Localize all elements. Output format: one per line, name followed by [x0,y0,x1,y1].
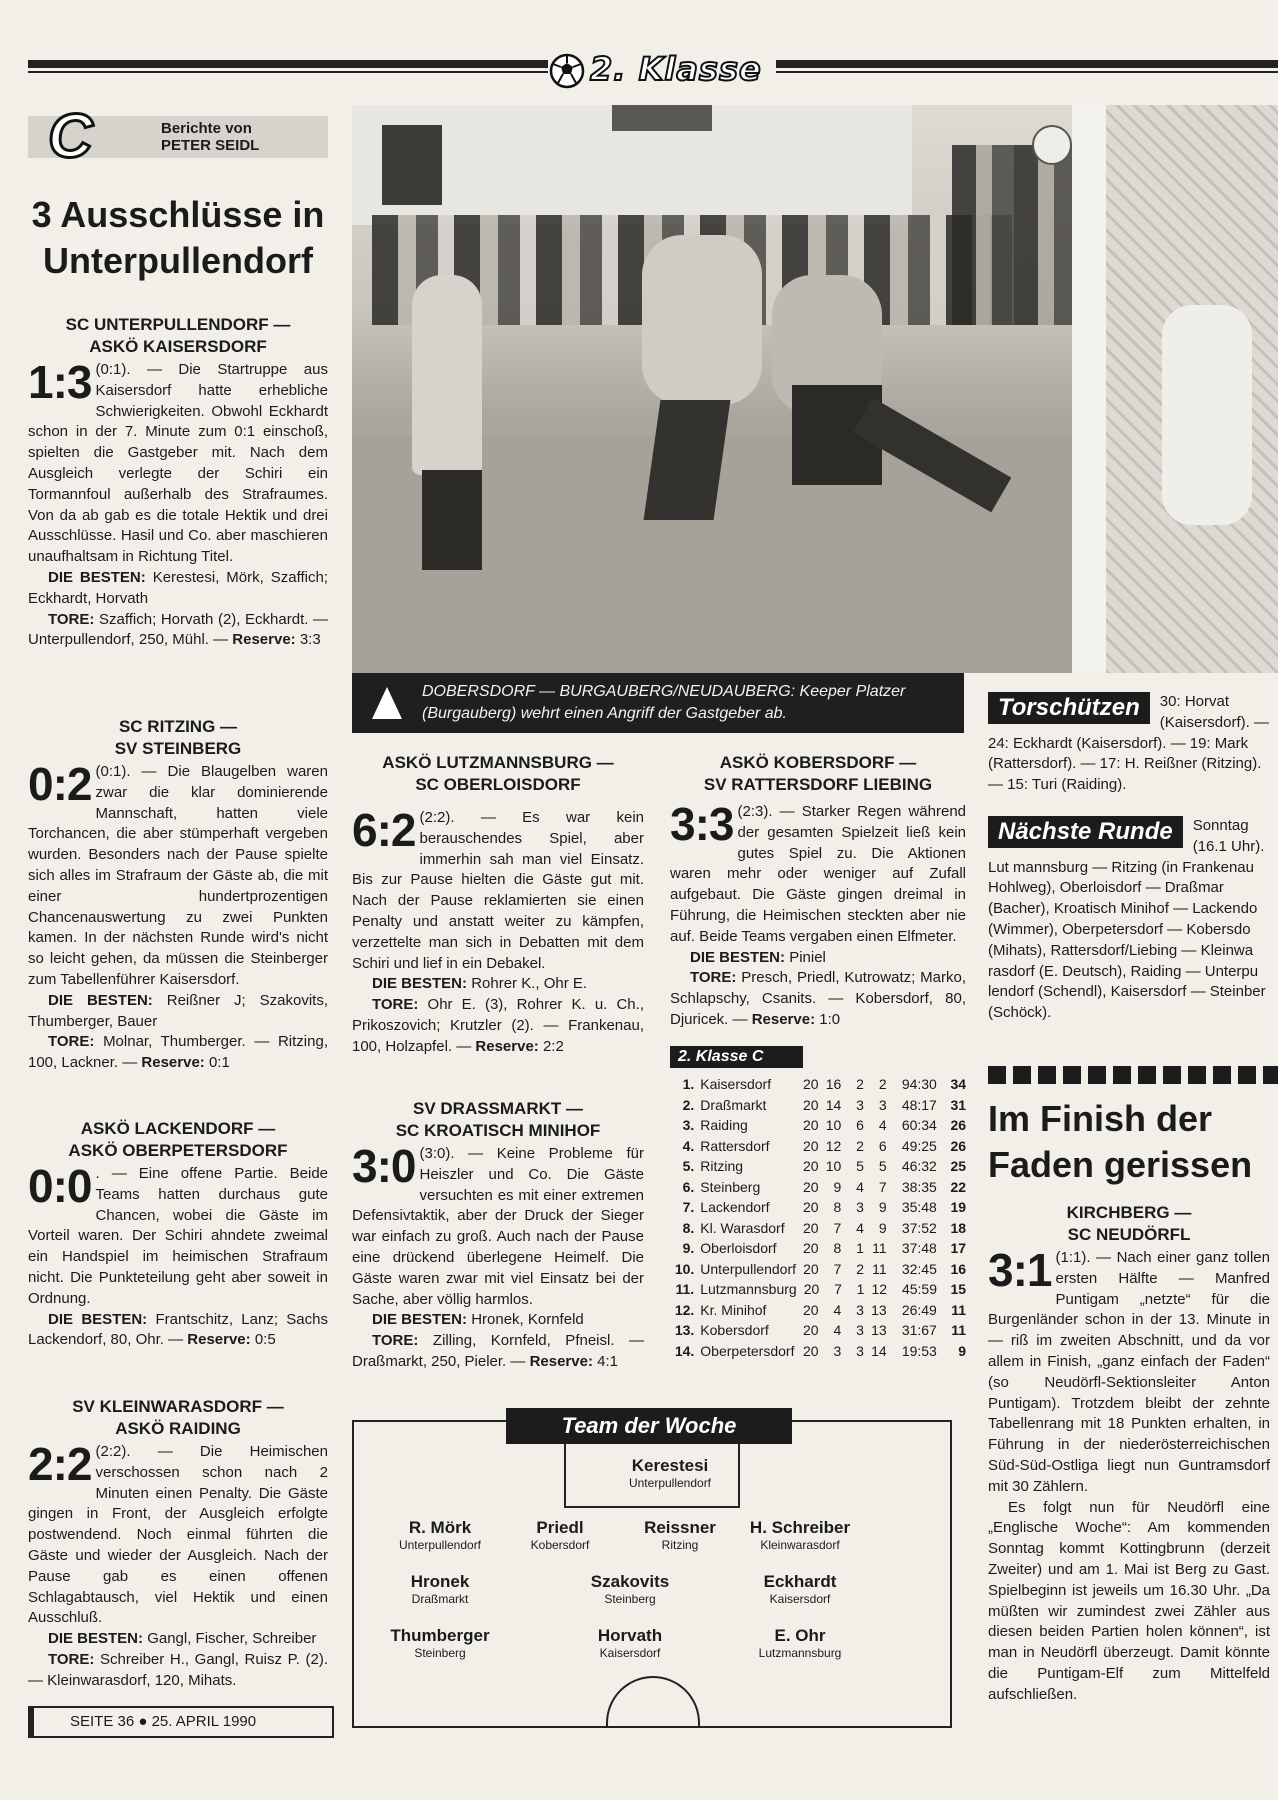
table-cell: 3 [833,1342,842,1359]
table-cell: Oberloisdorf [700,1240,777,1256]
table-cell: 9 [878,1219,887,1236]
table-cell: 46:32 [901,1158,937,1174]
table-cell: 13 [871,1322,887,1338]
table-cell: 22 [950,1178,967,1195]
table-row [670,1177,966,1198]
table-cell: Lackendorf [700,1199,770,1215]
scorers-text: 30: Horvat (Kaisersdorf). — 24: Eckhardt (Kaisersdorf). — 19: Mark (Rattersdorf). — 17: H. Reißner (Ritzing). — 15: Turi (Raiding). [988,693,1269,794]
table-cell: 7 [833,1219,842,1236]
table-cell: 10 [825,1158,842,1174]
table-cell: Unterpullendorf [700,1260,797,1277]
match-teams: ASKÖ LACKENDORF — ASKÖ OBERPETERSDORF [68,1119,288,1160]
table-cell: 7 [878,1178,887,1195]
match-teams: SV DRASSMARKT — SC KROATISCH MINIHOF [395,1099,601,1140]
table-body [670,1074,966,1361]
table-cell: 19:53 [901,1342,937,1359]
match-report-7: ASKÖ KOBERSDORF — SV RATTERSDORF LIEBING 3:3 (2:3). — Starker Regen während der gesamten Spielzeit ließ kein gutes Spiel zu. Die Aktionen waren mehr oder weniger auf Zufall aufgebaut. Die Gäste gingen dreimal in Führung, die Heimischen steckten aber nie auf. Beide Teams vergaben einen Elfmeter. DIE BESTEN: Piniel TORE: Presch, Priedl, Kutrowatz; Marko, Schlapschy, Csanits. — Kobersdorf, 80, Djuricek. — Reserve: 1:0 [670,753,967,1028]
table-cell: 13. [674,1322,695,1338]
match-score: 0:0 [28,1160,92,1212]
table-cell: 60:34 [901,1117,937,1133]
table-row [670,1259,966,1280]
table-cell: 26 [950,1117,967,1133]
table-cell: 31 [950,1096,967,1113]
table-cell: 6 [878,1137,887,1154]
match-teams: SC RITZING — SV STEINBERG [114,717,242,758]
table-cell: 17 [950,1240,967,1256]
match-report-5: ASKÖ LUTZMANNSBURG — SC OBERLOISDORF 6:2 (2:2). — Es war kein berauschendes Spiel, aber immerhin sah man viel Einsatz. Bis zur Pause hielten die Gäste gut mit. Nach der Pause reklamierten sie einen Penalty und anstatt weiter zu kämpfen, verzettelte man sich in Debatten mit dem Schiri und lief in ein Debakel. DIE BESTEN: Rohrer K., Ohr E. TORE: Ohr E. (3), Rohrer K. u. Ch., Prikoszovich; Krutzler (2). — Frankenau, 100, Holzapfel. — Reserve: 2:2 [352,753,644,1055]
table-cell: 20 [803,1342,819,1359]
scorers-box [988,692,1278,796]
table-cell: 11 [872,1260,887,1277]
table-cell: 9. [682,1240,695,1256]
table-cell: 20 [803,1260,819,1277]
player-name: Szakovits [590,1572,670,1591]
table-cell: 5. [682,1158,695,1174]
table-cell: 32:45 [901,1260,937,1277]
table-row [670,1218,966,1239]
table-cell: 2 [856,1260,865,1277]
table-cell: 20 [803,1301,819,1318]
table-row [670,1136,966,1157]
table-cell: 1 [856,1281,865,1297]
table-cell: 35:48 [901,1199,937,1215]
table-title: 2. Klasse C [670,1046,803,1068]
separator-blocks [988,1066,1278,1084]
next-round-text: Sonntag (16.1 Uhr). Lut mannsburg — Ritzing (in Frankenau Hohlweg), Oberloisdorf — Draßmar (Bacher), Kroatisch Minihof — Lackendo (Wimmer), Oberpetersdorf — Kobersdo (Mihats), Rattersdorf/Liebing — Kleinwa rasdorf (E. Deutsch), Raiding — Unterpu lendorf (Schendl), Kaisersdorf — Steinber (Schöck). [988,817,1266,1022]
table-cell: Steinberg [700,1178,761,1195]
author-line2: PETER SEIDL [161,137,260,154]
team-player [360,1572,520,1606]
player-club: Kleinwarasdorf [760,1538,840,1552]
table-cell: 9 [958,1342,967,1359]
table-cell: 11 [872,1240,887,1256]
table-cell: Kaisersdorf [700,1076,772,1092]
table-cell: 14 [871,1342,887,1359]
section-header [28,52,1278,92]
table-cell: 10. [674,1260,695,1277]
player-name: R. Mörk [408,1518,472,1537]
table-cell: 37:48 [901,1240,937,1256]
player-club: Kaisersdorf [769,1592,831,1606]
headline-line1: 3 Ausschlüsse in [31,194,325,235]
table-cell: 4 [856,1219,864,1236]
table-cell: 14. [674,1342,695,1359]
table-cell: 4 [833,1322,842,1338]
table-cell: Ritzing [700,1158,744,1174]
table-cell: 25 [950,1158,967,1174]
league-table [670,1046,966,1361]
table-cell: 8. [682,1219,695,1236]
match-teams: SV KLEINWARASDORF — ASKÖ RAIDING [72,1397,284,1438]
match-teams: ASKÖ LUTZMANNSBURG — SC OBERLOISDORF [382,753,614,794]
table-cell: 7. [682,1199,695,1215]
table-cell: 20 [803,1178,819,1195]
player-name: Priedl [536,1518,584,1537]
table-cell: 9 [878,1199,887,1215]
table-cell: 3 [856,1342,864,1359]
table-cell: 9 [833,1178,842,1195]
table-cell: Kl. Warasdorf [700,1219,785,1236]
table-cell: 7 [834,1281,842,1297]
table-cell: 16 [950,1260,967,1277]
table-cell: 20 [803,1322,819,1338]
table-cell: 20 [803,1281,820,1297]
next-round-box [988,816,1278,1024]
team-player [720,1518,880,1552]
scorers-title: Torschützen [988,692,1150,724]
match-photo [352,105,1278,673]
table-cell: Kr. Minihof [700,1301,767,1318]
team-player [720,1572,880,1606]
table-cell: 20 [803,1199,819,1215]
player-club: Draßmarkt [411,1592,469,1606]
table-cell: 3 [856,1322,864,1338]
table-cell: 94:30 [901,1076,937,1092]
article-title: Im Finish der Faden gerissen [988,1098,1253,1185]
page-footer: SEITE 36 ● 25. APRIL 1990 [28,1706,334,1738]
table-cell: 38:35 [901,1178,937,1195]
player-club: Steinberg [604,1592,656,1606]
section-title: 2. Klasse [590,50,762,88]
table-cell: 12 [825,1137,842,1154]
table-cell: 3. [682,1117,695,1133]
table-cell: 16 [825,1076,842,1092]
match-score: 2:2 [28,1438,92,1490]
table-cell: 13 [871,1301,887,1318]
table-cell: 14 [825,1096,842,1113]
table-cell: 49:25 [901,1137,937,1154]
player-club: Ritzing [661,1538,699,1552]
table-cell: 3 [856,1199,864,1215]
match-score: 0:2 [28,758,92,810]
table-cell: 26 [950,1137,967,1154]
table-cell: 19 [950,1199,967,1215]
table-row [670,1320,966,1341]
table-cell: 3 [856,1096,864,1113]
table-cell: Rattersdorf [700,1137,770,1154]
photo-caption-box [352,673,964,733]
headline-line2: Unterpullendorf [43,240,313,281]
table-cell: Kobersdorf [700,1322,769,1338]
table-cell: 5 [878,1158,887,1174]
player-club: Unterpullendorf [398,1538,482,1552]
table-cell: 37:52 [901,1219,937,1236]
headline-main [28,192,328,284]
table-row [670,1238,966,1259]
table-cell: 12. [674,1301,695,1318]
player-name: Eckhardt [763,1572,837,1591]
table-cell: 20 [803,1219,819,1236]
table-cell: 18 [950,1219,967,1236]
table-row [670,1156,966,1177]
table-cell: 7 [833,1260,842,1277]
table-cell: 1. [682,1076,695,1092]
table-row [670,1341,966,1362]
table-cell: Lutzmannsburg [700,1281,797,1297]
player-name: Thumberger [390,1626,490,1645]
team-of-week-title: Team der Woche [506,1408,792,1444]
player-club: Kaisersdorf [599,1646,661,1660]
match-score: 1:3 [28,356,92,408]
player-name: Reissner [644,1518,716,1537]
table-cell: 8 [833,1199,842,1215]
author-letter: C [48,102,93,171]
table-cell: 8 [833,1240,842,1256]
match-teams: ASKÖ KOBERSDORF — SV RATTERSDORF LIEBING [703,753,933,794]
match-teams: SC UNTERPULLENDORF — ASKÖ KAISERSDORF [65,315,291,356]
photo-caption-text: DOBERSDORF — BURGAUBERG/NEUDAUBERG: Keeper Platzer (Burgauberg) wehrt einen Angriff der Gastgeber ab. [422,683,906,722]
table-cell: 20 [803,1096,819,1113]
table-cell: 2. [682,1096,695,1113]
table-row [670,1074,966,1095]
table-cell: 45:59 [901,1281,937,1297]
table-cell: 6 [856,1117,864,1133]
table-cell: 4 [856,1178,864,1195]
table-cell: Draßmarkt [700,1096,767,1113]
table-cell: 6. [682,1178,695,1195]
author-box [28,102,328,171]
table-cell: 48:17 [901,1096,937,1113]
player-club: Kobersdorf [530,1538,590,1552]
table-cell: 31:67 [901,1322,937,1338]
team-player [590,1456,750,1490]
match-score: 3:3 [670,798,734,850]
match-report-6: SV DRASSMARKT — SC KROATISCH MINIHOF 3:0 (3:0). — Keine Probleme für Heiszler und Co. Die Gäste versuchten es mit einer extremen Defensivtaktik, aber der Druck der Sieger war einfach zu groß. Auch nach der Pause eine drückend überlegene Heimelf. Die Gäste waren zwar mit viel Einsatz bei der Sache, aber völlig harmlos. DIE BESTEN: Hronek, Kornfeld TORE: Zilling, Kornfeld, Pfneisl. — Draßmarkt, 250, Pieler. — Reserve: 4:1 [352,1099,645,1370]
table-row [670,1300,966,1321]
table-cell: 11 [951,1322,967,1338]
table-cell: 20 [803,1240,819,1256]
table-cell: 20 [803,1117,819,1133]
table-cell: 4 [833,1301,842,1318]
table-row [670,1095,966,1116]
table-cell: 2 [878,1076,887,1092]
player-name: Hronek [410,1572,470,1591]
player-club: Lutzmannsburg [758,1646,842,1660]
table-row [670,1115,966,1136]
table-cell: 2 [856,1076,864,1092]
player-name: E. Ohr [774,1626,826,1645]
table-cell: 10 [825,1117,842,1133]
table-cell: 20 [803,1158,819,1174]
football-icon [548,52,586,90]
table-cell: 20 [803,1137,819,1154]
player-name: H. Schreiber [749,1518,851,1537]
match-report-4: SV KLEINWARASDORF — ASKÖ RAIDING 2:2 (2:2). — Die Heimischen verschossen schon nach 2 Minuten einen Penalty. Die Gäste gingen in Front, der Ausgleich erfolgte postwendend. Noch einmal führten die Gäste und wieder der Ausgleich. Nach der Pause gab es einen offenen Schlagabtausch, viel Hektik und einen Ausschluß. DIE BESTEN: Gangl, Fischer, Schreiber TORE: Schreiber H., Gangl, Ruisz P. (2). — Kleinwarasdorf, 120, Mihats. [28,1397,328,1689]
team-of-week [352,1413,952,1728]
table-cell: 15 [950,1281,967,1297]
table-cell: 4. [682,1137,695,1154]
team-player [360,1626,520,1660]
table-cell: 11. [675,1281,695,1297]
table-cell: 3 [856,1301,864,1318]
table-cell: Oberpetersdorf [700,1342,795,1359]
match-report-3: ASKÖ LACKENDORF — ASKÖ OBERPETERSDORF 0:0 . — Eine offene Partie. Beide Teams hatten durchaus gute Chancen, wobei die Gäste im Vorteil waren. Der Schiri ahndete zweimal ein Handspiel im heimischen Strafraum nicht. Die Punkteteilung geht aber soweit in Ordnung. DIE BESTEN: Frantschitz, Lanz; Sachs Lackendorf, 80, Ohr. — Reserve: 0:5 [28,1119,329,1349]
table-cell: 1 [856,1240,864,1256]
table-cell: 20 [803,1076,819,1092]
next-round-title: Nächste Runde [988,816,1183,848]
table-row [670,1197,966,1218]
table-cell: 34 [950,1076,967,1092]
table-row [670,1279,966,1300]
table-cell: 4 [878,1117,887,1133]
match-score: 6:2 [352,804,416,856]
table-cell: 26:49 [901,1301,937,1318]
table-cell: 3 [878,1096,887,1113]
match-report-2: SC RITZING — SV STEINBERG 0:2 (0:1). — Die Blaugelben waren zwar die klar dominierende Mannschaft, hatten viele Torchancen, die aber stümperhaft vergeben wurden. Besonders nach der Pause spielte sich alles im Strafraum der Gäste ab, die mit einer hundertprozentigen Chancenauswertung zu zwei Punkten kamen. In der nächsten Runde wird's nicht so leicht gehen, da müssen die Steinberger zum Tabellenführer Kaisersdorf. DIE BESTEN: Reißner J; Szakovits, Thumberger, Bauer TORE: Molnar, Thumberger. — Ritzing, 100, Lackner. — Reserve: 0:1 [28,717,329,1072]
table-cell: 12 [871,1281,888,1297]
match-score: 3:0 [352,1140,416,1192]
table-cell: Raiding [700,1117,748,1133]
table-cell: 2 [856,1137,864,1154]
triangle-pointer-icon [370,685,404,721]
author-line1: Berichte von [161,120,252,137]
table-cell: 5 [856,1158,864,1174]
player-name: Kerestesi [631,1456,709,1475]
team-player [550,1626,710,1660]
team-player [550,1572,710,1606]
table-cell: 11 [951,1301,967,1318]
match-teams: KIRCHBERG — SC NEUDÖRFL [1066,1203,1192,1244]
player-club: Unterpullendorf [628,1476,712,1490]
match-score: 3:1 [988,1244,1052,1296]
player-name: Horvath [597,1626,663,1645]
match-report-1: SC UNTERPULLENDORF — ASKÖ KAISERSDORF 1:3 (0:1). — Die Startruppe aus Kaisersdorf hatte erhebliche Schwierigkeiten. Obwohl Eckhardt schon in der 7. Minute zum 0:1 einschoß, spielten die Gastgeber mit. Nach dem Ausgleich verlegte der Schiri ein Tormannfoul außerhalb des Strafraumes. Von da ab gab es die totale Hektik und drei Ausschlüsse. Hasil und Co. aber maschieren unaufhaltsam in Richtung Titel. DIE BESTEN: Kerestesi, Mörk, Szaffich; Eckhardt, Horvath TORE: Szaffich; Horvath (2), Eckhardt. — Unterpullendorf, 250, Mühl. — Reserve: 3:3 [28,315,328,649]
player-club: Steinberg [414,1646,466,1660]
article-neudoerfl: Im Finish der Faden gerissen KIRCHBERG — SC NEUDÖRFL 3:1 (1:1). — Nach einer ganz tollen ersten Hälfte — Manfred Puntigam „netzte“ für die Burgenländer schon in der 13. Minute in — riß im zweiten Abschnitt, und da vor allem in Finish, „ganz einfach der Faden“ (so Neudörfl-Sektionsleiter Anton Puntigam). Trotzdem bleibt der zehnte Tabellenrang mit 18 Punkten erhalten, in Führung in der niederösterreichischen Süd-Süd-Ostliga liegt nun Guntramsdorf mit 30 Zählern. Es folgt nun für Neudörfl eine „Englische Woche“: Am kommenden Sonntag kommt Kottingbrunn (derzeit Zweiter) und am 1. Mai ist Berg zu Gast. Spielbeginn ist jeweils um 16.30 Uhr. „Da müßten wir zumindest zwei Zähler aus diesen beiden Partien holen können“, ist man in Neudörfl überzeugt. Damit könnte die Puntigam-Elf zum Mittelfeld aufschließen. [988,1098,1270,1703]
team-player [720,1626,880,1660]
